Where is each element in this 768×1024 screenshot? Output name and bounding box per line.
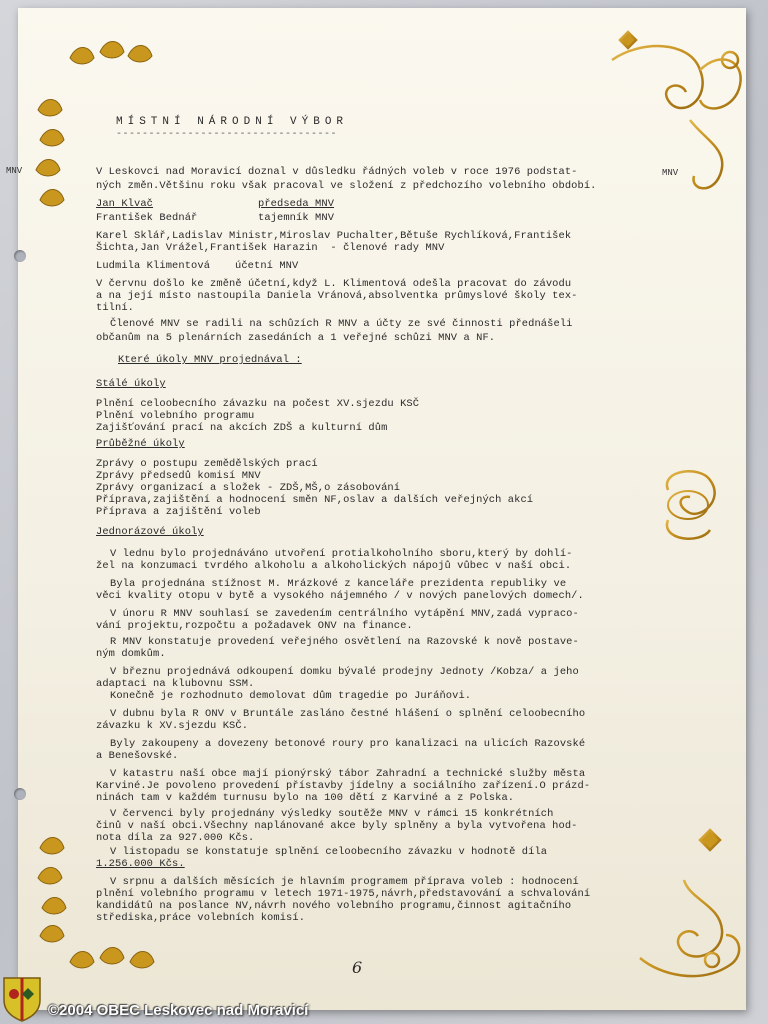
list-item: Plnění celoobecního závazku na počest XV.sjezdu KSČ: [96, 398, 420, 410]
section-heading-prubezne: Průběžné úkoly: [96, 438, 185, 450]
list-item: Zprávy předsedů komisí MNV: [96, 470, 261, 482]
paragraph-line: Byly zakoupeny a dovezeny betonové roury pro kanalizaci na ulicích Razovské: [110, 738, 586, 750]
right-border-column: [667, 120, 715, 880]
paragraph-line: 1.256.000 Kčs.: [96, 858, 185, 870]
paragraph-line: V katastru naší obce mají pionýrský tábor Zahradní a technické služby města: [110, 768, 586, 780]
paragraph-line: závazku k XV.sjezdu KSČ.: [96, 720, 249, 732]
paragraph-line: kandidátů na poslance NV,návrh nového volebního programu,činnost agitačního: [96, 900, 572, 912]
list-item: Zprávy organizací a složek - ZDŠ,MŠ,o zásobování: [96, 482, 401, 494]
paragraph-line: vání projektu,rozpočtu a požadavek ONV na finance.: [96, 620, 413, 632]
paragraph-line: ninách tam v každém turnusu bylo na 100 dětí z Karviné a z Polska.: [96, 792, 515, 804]
paragraph-line: V listopadu se konstatuje splnění celoobecního závazku v hodnotě díla: [110, 846, 548, 858]
document-title: MÍSTNÍ NÁRODNÍ VÝBOR: [116, 116, 349, 128]
paragraph-line: ným domkům.: [96, 648, 166, 660]
paragraph-line: Byla projednána stížnost M. Mrázkové z kanceláře prezidenta republiky ve: [110, 578, 567, 590]
secretary-role: tajemník MNV: [258, 212, 335, 224]
paragraph-line: Členové MNV se radili na schůzích R MNV a účty ze své činnosti přednášeli: [110, 318, 573, 330]
paragraph-line: V červenci byly projednány výsledky soutěže MNV v rámci 15 konkrétních: [110, 808, 554, 820]
section-heading-jednorazove: Jednorázové úkoly: [96, 526, 204, 538]
accountant-name: Ludmila Klimentová: [96, 260, 211, 272]
bottom-right-ornament: [640, 830, 739, 976]
bottom-border: [150, 958, 640, 964]
chair-role: předseda MNV: [258, 198, 335, 210]
paragraph-line: V únoru R MNV souhlasí se zavedením centrálního vytápění MNV,zadá vypraco-: [110, 608, 579, 620]
paragraph-line: nota díla za 927.000 Kčs.: [96, 832, 255, 844]
paragraph-line: tilní.: [96, 302, 135, 314]
side-label-left: MNV: [6, 166, 23, 176]
paragraph-line: V březnu projednává odkoupení domku bývalé prodejny Jednoty /Kobza/ a jeho: [110, 666, 579, 678]
copyright-watermark: ©2004 OBEC Leskovec nad Moravicí: [48, 1002, 309, 1019]
list-item: Zajišťování prací na akcích ZDŠ a kulturní dům: [96, 422, 388, 434]
paragraph-line: žel na konzumaci tvrdého alkoholu a alkoholických nápojů vůbec v naší obci.: [96, 560, 572, 572]
paragraph-line: a Benešovské.: [96, 750, 179, 762]
paragraph-line: V dubnu byla R ONV v Bruntále zasláno čestné hlášení o splnění celoobecního: [110, 708, 586, 720]
top-border: [150, 58, 612, 64]
tasks-heading: Které úkoly MNV projednával :: [118, 354, 302, 366]
list-item: Zprávy o postupu zemědělských prací: [96, 458, 318, 470]
list-item: Plnění volebního programu: [96, 410, 255, 422]
council-members-line: Karel Sklář,Ladislav Ministr,Miroslav Puchalter,Bětuše Rychlíková,František: [96, 230, 572, 242]
paragraph-line: R MNV konstatuje provedení veřejného osvětlení na Razovské k nově postave-: [110, 636, 579, 648]
paragraph-line: střediska,práce volebních komisí.: [96, 912, 306, 924]
paragraph-line: plnění volebního programu v letech 1971-1975,návrh,představování a schvalování: [96, 888, 591, 900]
list-item: Příprava a zajištění voleb: [96, 506, 261, 518]
chair-name: Jan Klvač: [96, 198, 154, 210]
list-item: Příprava,zajištění a hodnocení směn NF,oslav a dalších veřejných akcí: [96, 494, 534, 506]
paragraph-line: a na její místo nastoupila Daniela Vránová,absolventka průmyslové školy tex-: [96, 290, 578, 302]
council-members-line: Šichta,Jan Vrážel,František Harazin - členové rady MNV: [96, 242, 445, 254]
paragraph-line: V srpnu a dalších měsících je hlavním programem příprava voleb : hodnocení: [110, 876, 579, 888]
paragraph-line: občanům na 5 plenárních zasedáních a 1 veřejné schůzi MNV a NF.: [96, 332, 496, 344]
intro-line: ných změn.Většinu roku však pracoval ve složení z předchozího volebního období.: [96, 180, 597, 192]
top-right-ornament: [612, 32, 741, 188]
intro-line: V Leskovci nad Moravicí doznal v důsledku řádných voleb v roce 1976 podstat-: [96, 166, 578, 178]
secretary-name: František Bednář: [96, 212, 198, 224]
paragraph-line: Karviné.Je povoleno provedení přístavby jídelny a sociálního zařízení.O prázd-: [96, 780, 591, 792]
municipal-crest-icon: [2, 976, 42, 1022]
paragraph-line: činů v naší obci.Všechny naplánované akce byly splněny a byla vytvořena hod-: [96, 820, 578, 832]
accountant-role: účetní MNV: [235, 260, 299, 272]
paragraph-line: Konečně je rozhodnuto demolovat dům tragedie po Juráňovi.: [110, 690, 472, 702]
side-label-right: MNV: [662, 168, 679, 178]
title-underline: ----------------------------------: [116, 129, 338, 140]
paragraph-line: adaptaci na klubovnu SSM.: [96, 678, 255, 690]
paragraph-line: V červnu došlo ke změně účetní,když L. Klimentová odešla pracovat do závodu: [96, 278, 572, 290]
paragraph-line: věci kvality otopu v bytě a vysokého nájemného / v nových panelových domech/.: [96, 590, 584, 602]
paragraph-line: V lednu bylo projednáváno utvoření protialkoholního sboru,který by dohlí-: [110, 548, 573, 560]
section-heading-stale: Stálé úkoly: [96, 378, 166, 390]
page-number: 6: [352, 958, 363, 977]
